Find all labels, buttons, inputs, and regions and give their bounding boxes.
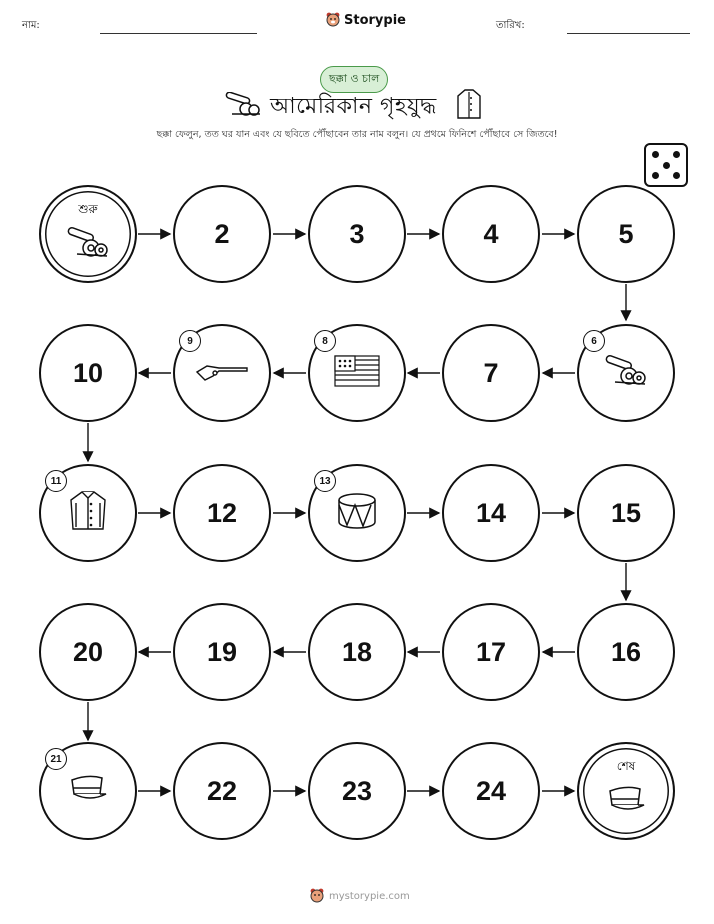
cell-number-badge: 8 <box>314 330 336 352</box>
board-cell-19[interactable] <box>173 603 271 701</box>
board-cell-20[interactable] <box>39 603 137 701</box>
page-title: আমেরিকান গৃহযুদ্ধ <box>270 94 437 119</box>
cell-number-badge: 11 <box>45 470 67 492</box>
cell-number: 10 <box>72 357 104 388</box>
board-cell-15[interactable] <box>577 464 675 562</box>
board-cell-6[interactable] <box>577 324 675 422</box>
cell-number: 4 <box>483 218 499 249</box>
cell-number: 15 <box>610 497 642 528</box>
cell-number-badge: 21 <box>45 748 67 770</box>
board-cell-3[interactable] <box>308 185 406 283</box>
cell-number: 5 <box>618 218 634 249</box>
cell-number: 12 <box>206 497 238 528</box>
board-cell-12[interactable] <box>173 464 271 562</box>
footer <box>310 888 410 904</box>
cell-number: 3 <box>349 218 365 249</box>
date-label: তারিখ: <box>496 20 525 31</box>
instructions: ছক্কা ফেলুন, তত ঘর যান এবং যে ছবিতে পৌঁছাবেন তার নাম বলুন। যে প্রথমে ফিনিশে পৌঁছাবে সে জিতবে! <box>156 129 558 140</box>
coat-icon <box>68 489 108 537</box>
flag-icon <box>333 354 381 392</box>
cell-number: 19 <box>206 636 238 667</box>
board-cell-18[interactable] <box>308 603 406 701</box>
cell-number-badge: 9 <box>179 330 201 352</box>
name-label: নাম: <box>22 20 40 31</box>
kepi-hat-icon <box>604 785 648 819</box>
board-cell-24[interactable] <box>442 742 540 840</box>
board-cell-16[interactable] <box>577 603 675 701</box>
cell-number: 17 <box>475 636 507 667</box>
cell-number: 20 <box>72 636 104 667</box>
drum-icon <box>335 491 379 535</box>
board-cell-9[interactable] <box>173 324 271 422</box>
cell-number-badge: 13 <box>314 470 336 492</box>
board-cell-23[interactable] <box>308 742 406 840</box>
start-label: শুরু <box>78 202 98 216</box>
footer-url[interactable]: mystorypie.com <box>329 890 410 902</box>
game-type-tag: ছক্কা ও চাল <box>320 66 388 93</box>
board-cell-22[interactable] <box>173 742 271 840</box>
bear-icon <box>310 888 324 904</box>
cell-number: 23 <box>341 775 373 806</box>
board-cell-17[interactable] <box>442 603 540 701</box>
board-cell-21[interactable] <box>39 742 137 840</box>
board-cell-14[interactable] <box>442 464 540 562</box>
board-cell-8[interactable] <box>308 324 406 422</box>
cell-number: 24 <box>475 775 507 806</box>
cell-number: 14 <box>475 497 507 528</box>
board-cell-13[interactable] <box>308 464 406 562</box>
kepi-hat-icon <box>66 774 110 808</box>
finish-label: শেষ <box>616 759 636 773</box>
finish-cell[interactable] <box>577 742 675 840</box>
cell-number: 16 <box>610 636 642 667</box>
board-cell-11[interactable] <box>39 464 137 562</box>
brand-name: Storypie <box>344 12 406 28</box>
board-cell-10[interactable] <box>39 324 137 422</box>
start-cell[interactable] <box>39 185 137 283</box>
cannon-icon <box>65 226 111 264</box>
cannon-icon <box>603 354 649 392</box>
board-cell-4[interactable] <box>442 185 540 283</box>
cell-number: 18 <box>341 636 373 667</box>
board-cell-2[interactable] <box>173 185 271 283</box>
cell-number-badge: 6 <box>583 330 605 352</box>
board-cell-5[interactable] <box>577 185 675 283</box>
cell-number: 22 <box>206 775 238 806</box>
cell-number: 2 <box>214 218 230 249</box>
musket-icon <box>195 360 249 386</box>
board-cell-7[interactable] <box>442 324 540 422</box>
cell-number: 7 <box>483 357 499 388</box>
